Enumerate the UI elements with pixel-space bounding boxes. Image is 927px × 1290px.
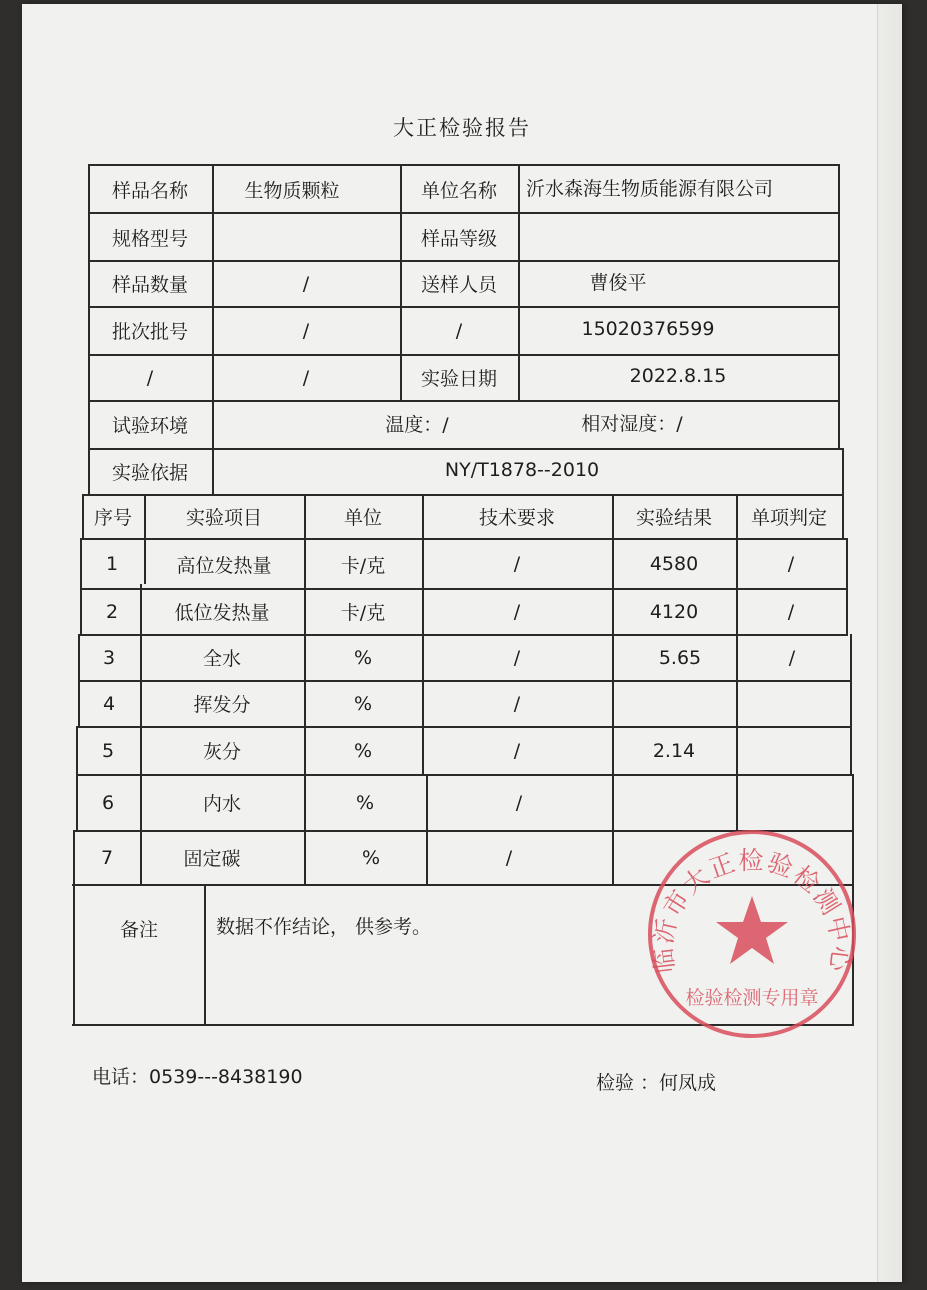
- row-result: 4120: [649, 600, 699, 623]
- test-date-label: 实验日期: [420, 368, 497, 390]
- row-judgement: /: [788, 646, 796, 669]
- row-item: 固定碳: [183, 848, 241, 870]
- slash-cell: /: [302, 366, 310, 389]
- env-label: 试验环境: [111, 415, 188, 437]
- row-judgement: [736, 727, 848, 774]
- row-requirement: /: [505, 846, 513, 869]
- grade-label: 样品等级: [420, 227, 497, 250]
- row-no: 2: [105, 600, 119, 623]
- row-result: 2.14: [652, 739, 696, 762]
- row-item: 内水: [202, 793, 241, 815]
- batch-label: 批次批号: [111, 321, 188, 343]
- row-unit: %: [353, 692, 373, 715]
- row-requirement: /: [513, 739, 521, 762]
- row-item: 高位发热量: [176, 554, 272, 577]
- row-result: [612, 775, 736, 830]
- official-seal: [642, 826, 862, 1042]
- footer-inspector: 检验 ：何凤成: [596, 1072, 717, 1094]
- row-no: 5: [101, 739, 115, 762]
- spec-label: 规格型号: [111, 227, 188, 250]
- report-title: 大正检验报告: [393, 116, 531, 140]
- col-header: 单位: [343, 507, 382, 529]
- slash-cell: /: [455, 319, 463, 342]
- row-unit: %: [353, 739, 373, 762]
- svg-text:检验检测专用章: 检验检测专用章: [685, 987, 819, 1009]
- row-no: 6: [101, 791, 115, 814]
- row-item: 全水: [202, 648, 241, 670]
- row-unit: 卡/克: [340, 554, 386, 577]
- test-date-value: 2022.8.15: [629, 364, 727, 387]
- grade-value: [518, 214, 838, 260]
- row-unit: %: [361, 846, 381, 869]
- temperature-value: 温度：/: [385, 414, 449, 436]
- remarks-label: 备注: [119, 918, 158, 941]
- sender-value: 曹俊平: [589, 272, 647, 294]
- row-unit: %: [355, 791, 375, 814]
- sender-label: 送样人员: [420, 274, 497, 296]
- row-judgement: [736, 681, 848, 726]
- row-no: 3: [102, 646, 116, 669]
- row-judgement: /: [787, 553, 795, 575]
- spec-value: [212, 214, 400, 260]
- batch-value: /: [302, 319, 310, 342]
- row-item: 挥发分: [193, 694, 251, 716]
- basis-value: NY/T1878--2010: [444, 458, 600, 481]
- row-result: [612, 681, 736, 726]
- row-no: 1: [105, 553, 119, 575]
- slash-cell: /: [146, 366, 154, 389]
- col-header: 序号: [93, 507, 132, 529]
- row-requirement: /: [515, 791, 523, 814]
- row-requirement: /: [513, 600, 521, 623]
- row-result: 4580: [649, 553, 699, 575]
- row-item: 低位发热量: [174, 602, 270, 624]
- footer-phone: 电话：0539---8438190: [92, 1066, 303, 1088]
- svg-text:临沂市大正检验检测中心: 临沂市大正检验检测中心: [648, 846, 856, 975]
- row-judgement: [736, 775, 852, 830]
- row-requirement: /: [513, 646, 521, 669]
- report-paper: [22, 4, 902, 1282]
- row-result: 5.65: [658, 646, 702, 669]
- col-header: 技术要求: [478, 507, 555, 529]
- unit-name-label: 单位名称: [420, 179, 497, 202]
- row-item: 灰分: [202, 741, 241, 763]
- row-requirement: /: [513, 692, 521, 715]
- row-unit: 卡/克: [340, 602, 386, 624]
- row-no: 4: [102, 692, 116, 715]
- sample-name-label: 样品名称: [111, 179, 188, 202]
- row-judgement: /: [787, 600, 795, 623]
- row-unit: %: [353, 646, 373, 669]
- col-header: 实验结果: [635, 507, 712, 529]
- phone-value: 15020376599: [581, 317, 715, 340]
- remarks-text: 数据不作结论， 供参考。: [216, 915, 432, 938]
- quantity-value: /: [302, 272, 310, 295]
- unit-name-value: 沂水森海生物质能源有限公司: [526, 177, 774, 200]
- row-no: 7: [100, 846, 114, 869]
- sample-name-value: 生物质颗粒: [244, 179, 340, 202]
- row-requirement: /: [513, 553, 521, 575]
- quantity-label: 样品数量: [111, 274, 188, 296]
- humidity-value: 相对湿度：/: [581, 413, 683, 435]
- basis-label: 实验依据: [111, 462, 188, 484]
- paper-stack-edge: [877, 4, 902, 1282]
- col-header: 单项判定: [750, 507, 827, 529]
- col-header: 实验项目: [185, 507, 262, 529]
